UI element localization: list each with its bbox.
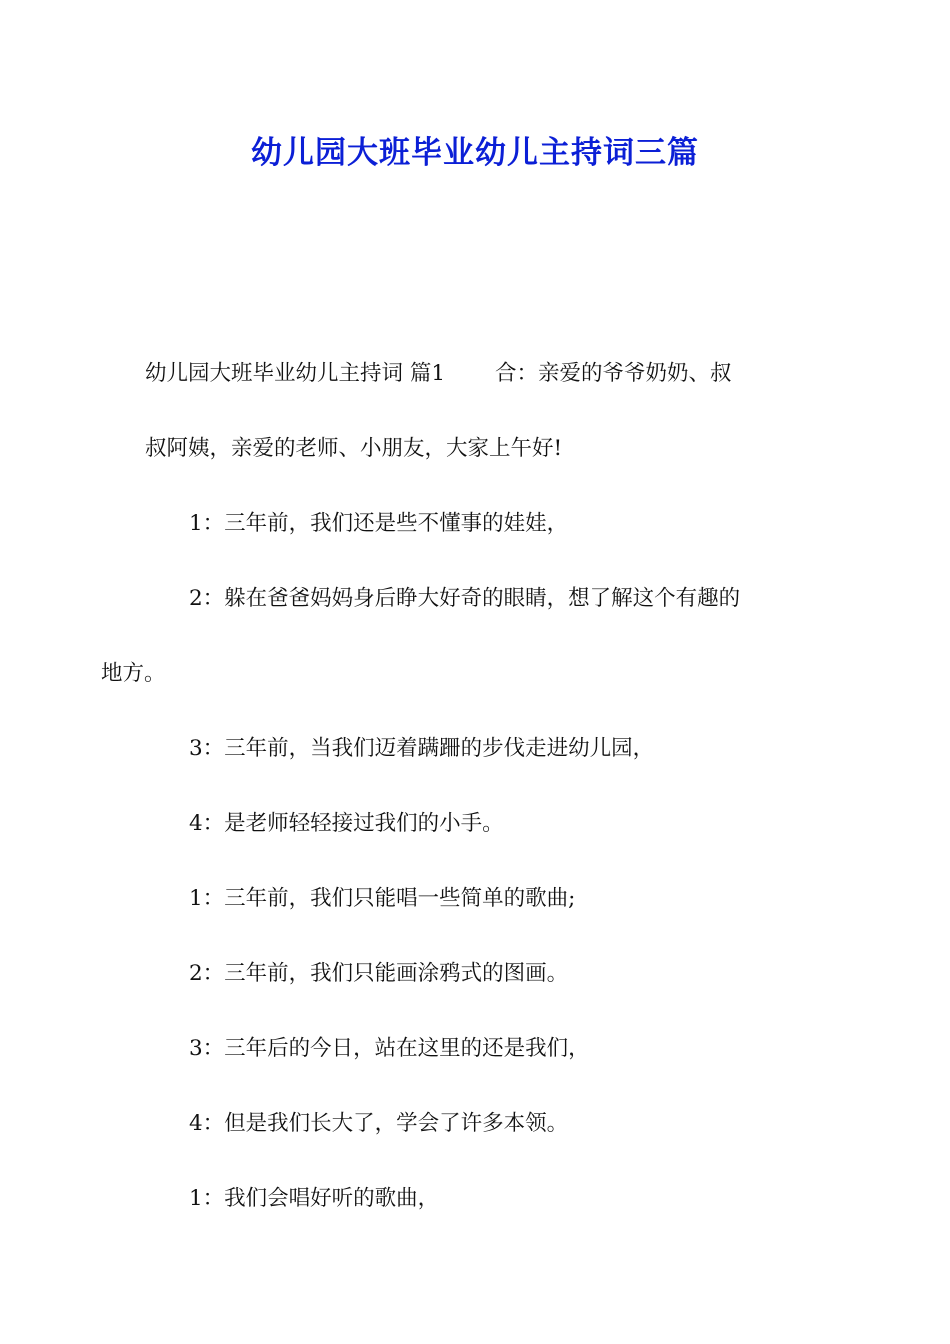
- paragraph-text: 1：三年前，我们还是些不懂事的娃娃，: [189, 511, 569, 536]
- paragraph-text: 1：三年前，我们只能唱一些简单的歌曲;: [189, 886, 576, 911]
- paragraph: [145, 711, 810, 786]
- intro-paragraph: [145, 336, 810, 486]
- section-heading: 幼儿园大班毕业幼儿主持词 篇1: [145, 361, 446, 386]
- paragraph: [145, 1086, 810, 1161]
- paragraph: [145, 486, 810, 561]
- paragraph: [101, 561, 810, 711]
- paragraph-text: 4：是老师轻轻接过我们的小手。: [189, 811, 504, 836]
- paragraph: [145, 1011, 810, 1086]
- intro-line-1: [145, 336, 810, 411]
- intro-line-2: 叔阿姨，亲爱的老师、小朋友，大家上午好!: [145, 436, 563, 461]
- paragraph-text-continued: 地方。: [101, 661, 166, 686]
- paragraph-text: 4：但是我们长大了，学会了许多本领。: [189, 1111, 569, 1136]
- document-title: 幼儿园大班毕业幼儿主持词三篇: [251, 135, 699, 171]
- paragraph-text: 3：三年后的今日，站在这里的还是我们，: [189, 1036, 590, 1061]
- paragraph: [145, 936, 810, 1011]
- paragraph-text: 1：我们会唱好听的歌曲，: [189, 1186, 440, 1211]
- paragraph-text: 2：三年前，我们只能画涂鸦式的图画。: [189, 961, 569, 986]
- paragraph-text: 3：三年前，当我们迈着蹒跚的步伐走进幼儿园，: [189, 736, 655, 761]
- document-body: [101, 336, 810, 1236]
- paragraph: [145, 786, 810, 861]
- intro-line-1-text: 合：亲爱的爷爷奶奶、叔: [495, 361, 732, 386]
- paragraph-text: 2：躲在爸爸妈妈身后睁大好奇的眼睛，想了解这个有趣的: [189, 586, 741, 611]
- paragraph: [145, 1161, 810, 1236]
- paragraph: [145, 861, 810, 936]
